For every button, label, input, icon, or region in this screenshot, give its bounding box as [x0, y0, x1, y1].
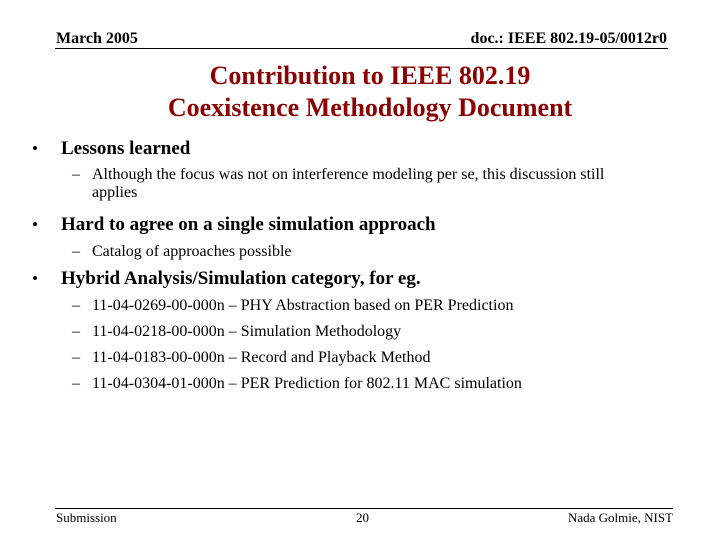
sub-item: 11-04-0218-00-000n – Simulation Methodology	[92, 323, 402, 340]
header-doc-id: doc.: IEEE 802.19-05/0012r0	[470, 30, 667, 47]
dash-marker: –	[72, 297, 80, 314]
dash-marker: –	[72, 243, 80, 260]
dash-marker: –	[72, 375, 80, 392]
dash-marker: –	[72, 166, 80, 183]
header-date: March 2005	[56, 30, 138, 47]
dash-marker: –	[72, 349, 80, 366]
title-line-1: Contribution to IEEE 802.19	[209, 61, 531, 90]
header-rule	[55, 48, 668, 49]
sub-item: 11-04-0269-00-000n – PHY Abstraction based on PER Prediction	[92, 297, 514, 314]
dash-marker: –	[72, 323, 80, 340]
sub-item: 11-04-0183-00-000n – Record and Playback Method	[92, 349, 431, 366]
footer-author: Nada Golmie, NIST	[567, 510, 673, 525]
bullet-hybrid-category: Hybrid Analysis/Simulation category, for eg.	[61, 268, 421, 289]
bullet-marker: •	[32, 215, 38, 234]
footer-rule	[55, 508, 673, 509]
sub-item: Although the focus was not on interference modeling per se, this discussion still applies	[92, 166, 605, 201]
bullet-marker: •	[32, 269, 38, 288]
bullet-marker: •	[32, 139, 38, 158]
slide-title	[0, 60, 720, 124]
bullet-lessons-learned: Lessons learned	[61, 138, 191, 159]
footer-page-number: 20	[356, 510, 369, 525]
sub-item: Catalog of approaches possible	[92, 243, 292, 260]
sub-item: 11-04-0304-01-000n – PER Prediction for 802.11 MAC simulation	[92, 375, 522, 392]
footer-submission: Submission	[56, 510, 117, 525]
bullet-simulation-approach: Hard to agree on a single simulation approach	[61, 214, 436, 235]
title-line-2: Coexistence Methodology Document	[167, 93, 573, 122]
